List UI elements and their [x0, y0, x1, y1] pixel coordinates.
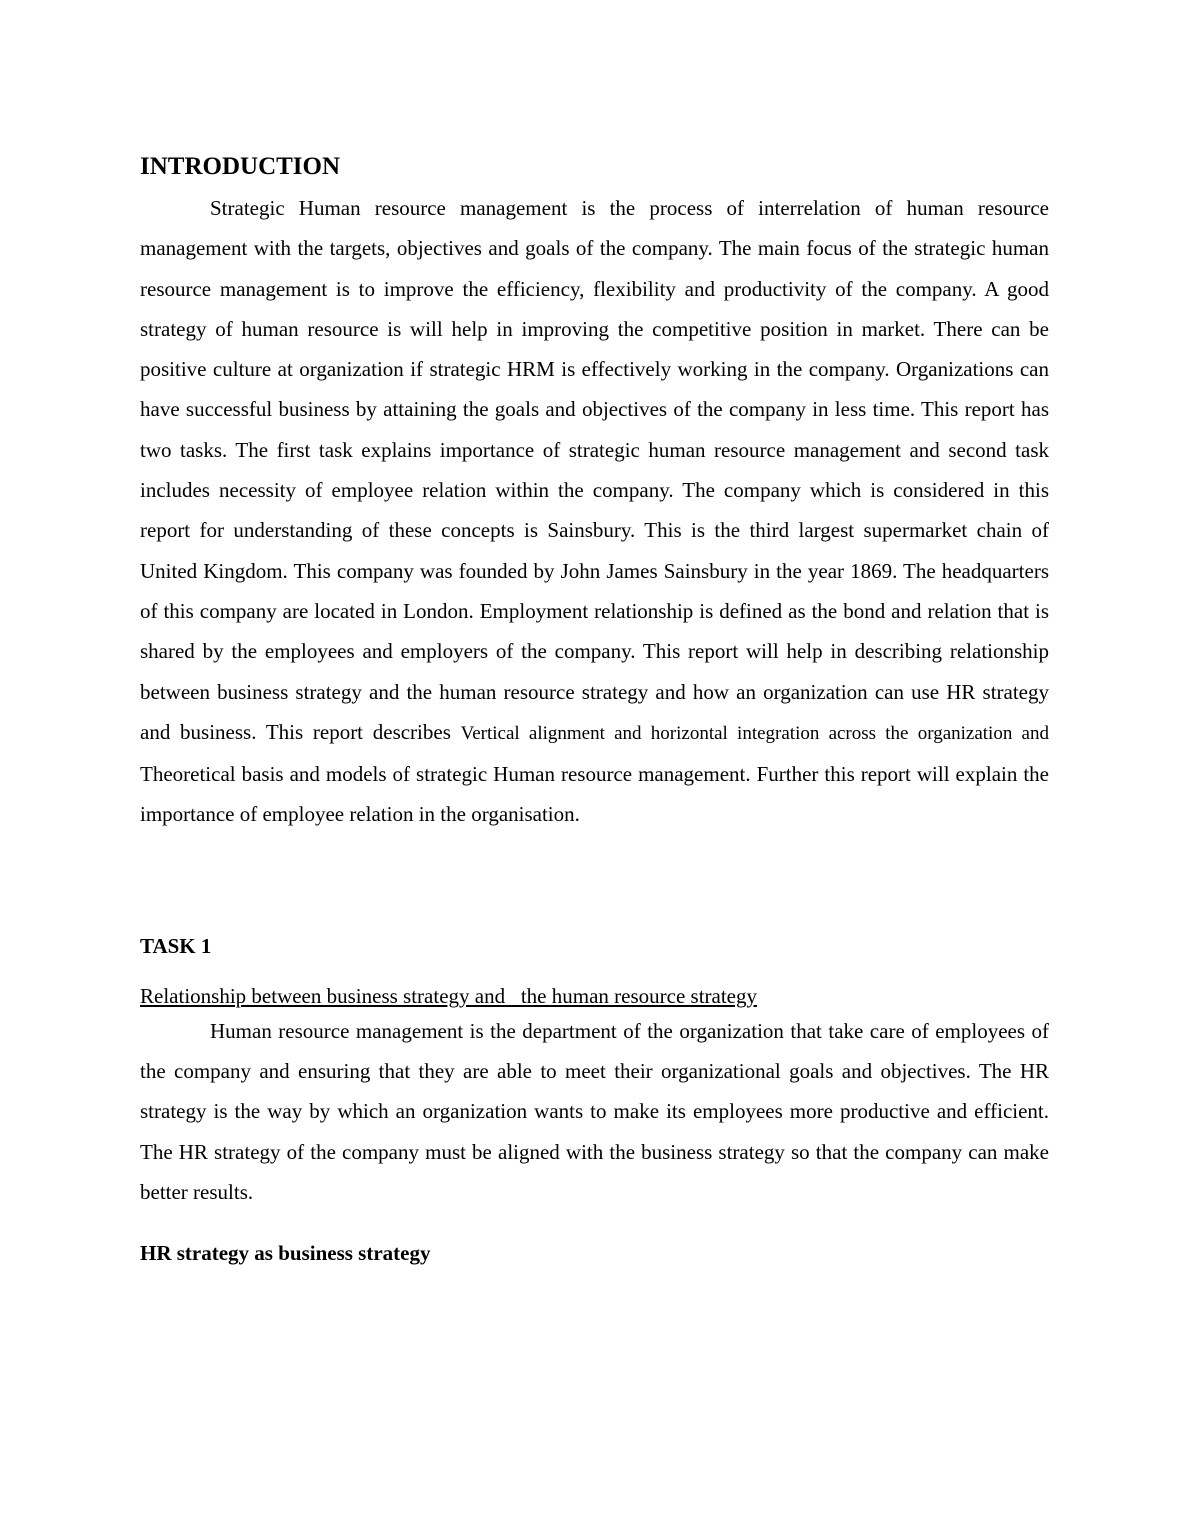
task1-heading: TASK 1: [140, 933, 212, 958]
introduction-heading: INTRODUCTION: [140, 153, 341, 180]
introduction-text-part1: Strategic Human resource management is the process of interrelation of human resource management with the targets, objectives and goals of the company. The main focus of the strategic human resource management is to improve the efficiency, flexibility and productivity of the company. A good strategy of human resource is will help in improving the competitive position in market. There can be positive culture at organization if strategic HRM is effectively working in the company. Organizations can have successful business by attaining the goals and objectives of the company in less time. This report has two tasks. The first task explains importance of strategic human resource management and second task includes necessity of employee relation within the company. The company which is considered in this report for understanding of these concepts is Sainsbury. This is the third largest supermarket chain of United Kingdom. This company was founded by John James Sainsbury in the year 1869. The headquarters of this company are located in London. Employment relationship is defined as the bond and relation that is shared by the employees and employers of the company. This report will help in describing relationship between business strategy and the human resource strategy and how an organization can use HR strategy and business. This report describes: [140, 196, 1049, 744]
introduction-text-part2: Vertical alignment and horizontal integration across the organization and: [460, 722, 1049, 744]
task1-subheading: Relationship between business strategy and the human resource strategy: [140, 983, 757, 1008]
page-content: [140, 150, 1049, 1268]
hr-strategy-heading: HR strategy as business strategy: [140, 1241, 431, 1266]
task1-paragraph: Human resource management is the department of the organization that take care of employees of the company and ensuring that they are able to meet their organizational goals and objectives. The HR strategy is the way by which an organization wants to make its employees more productive and efficient. The HR strategy of the company must be aligned with the business strategy so that the company can make better results.: [140, 1018, 1049, 1204]
introduction-paragraph: [140, 188, 1049, 835]
introduction-text-part3: Theoretical basis and models of strategic Human resource management. Further this report will explain the importance of employee relation in the organisation.: [140, 762, 1049, 827]
section-spacer: [140, 835, 1049, 931]
